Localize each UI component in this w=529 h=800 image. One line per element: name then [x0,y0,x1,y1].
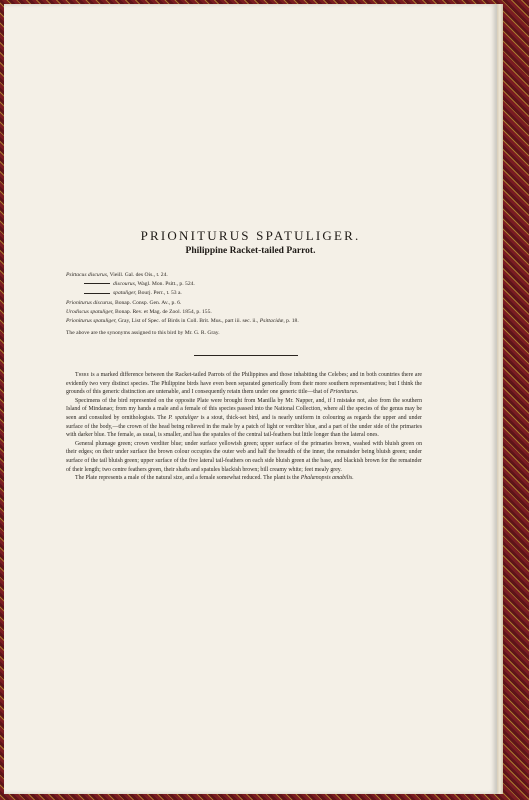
synonym-name: Prioniturus spatuliger, [66,318,117,325]
book-page [4,4,497,794]
genus-name: Prioniturus. [329,389,359,396]
synonym-name: Psittacus discurus, [66,272,109,278]
plant-name: Phalænopsis amabilis. [300,475,354,482]
page-title: PRIONITURUS SPATULIGER. [140,228,361,243]
synonym-reference: Bourj. Perr., t. 53 a. [136,290,182,297]
family-name: Psittacidæ [259,318,284,325]
ditto-dash [84,293,110,294]
synonym-name: Urodiscus spatuliger, [66,308,114,315]
synonym-name: Prioniturus discurus, [66,299,114,306]
section-divider [194,355,298,356]
synonym-reference: Bonap. Rev. et Mag. de Zool. 1854, p. 155. [113,308,212,315]
paragraph-text: The Plate represents a male of the natural size, and a female somewhat reduced. The plant is the [75,475,301,482]
synonym-entry [66,317,486,326]
page-edge [497,4,503,794]
synonym-name: discourus, [113,281,137,288]
paragraph-text: is a marked difference between the Racket-tailed Parrots of the Philippines and those inhabiting the Celebes; and in both countries there are evidently two very distinct species. The Philippine birds have even been separated generically from their more southern representatives; but I think the grounds of this generic distinction are untenable, and I consequently retain them under one generic title—that of [66,372,422,396]
synonym-list [66,271,486,338]
synonym-entry [66,289,486,298]
paragraph-text: is a stout, thick-set bird, and is nearly uniform in colouring as regards the upper and under surface of the body,—the crown of the head being relieved in the male by a patch of light or verditer blue, and a part of the under side of the primaries with darker blue. The female, as usual, is smaller, and has the spatules of the central tail-feathers but little longer than the lateral ones. [66,414,422,439]
synonym-reference: Wagl. Mon. Psitt., p. 524. [136,281,195,288]
paragraph-specimens [66,397,422,440]
paragraph-plate [66,474,422,483]
synonym-page: , p. 18. [283,318,299,325]
paragraph-intro [66,371,422,397]
species-name: P. spatuliger [168,414,199,421]
ditto-dash [84,283,110,284]
synonym-reference: Bonap. Consp. Gen. Av., p. 6. [113,299,182,306]
synonym-entry [66,299,486,308]
paragraph-text: Specimens of the bird represented on the opposite Plate were brought from Manilla by Mr. Napper, and, if I mistake not, also from the southern Island of Mindanao; from my hands a male and a female of this species passed into the National Collection, where all the species of the genus may be seen and consulted by ornithologists. The [66,397,422,421]
paragraph-plumage: General plumage green; crown verditer blue; under surface yellowish green; upper surface of the primaries brown, washed with bluish green on their edges; on their under surface the brown colour occupies the outer web and half the breadth of the inner, the remainder being bluish green; under surface of the tail bluish green; upper surface of the five lateral tail-feathers on each side bluish green at the base, and blackish brown for the remainder of their length; two centre feathers green, their shafts and spatules blackish brown; bill creamy white; feet mealy grey. [66,440,422,473]
description-body [66,371,422,483]
synonym-entry [66,308,486,317]
page-subtitle: Philippine Racket-tailed Parrot. [185,246,316,256]
drop-word: There [75,372,90,378]
synonym-name: spatuliger, [113,290,137,297]
synonym-reference: Gray, List of Spec. of Birds in Coll. Brit. Mus., part iii. sec. ii., [116,318,260,325]
synonym-entry [66,271,486,280]
synonym-note: The above are the synonyms assigned to this bird by Mr. G. R. Gray. [66,330,220,337]
synonym-entry [66,280,486,289]
synonym-reference: Vieill. Gal. des Ois., t. 24. [108,272,168,278]
